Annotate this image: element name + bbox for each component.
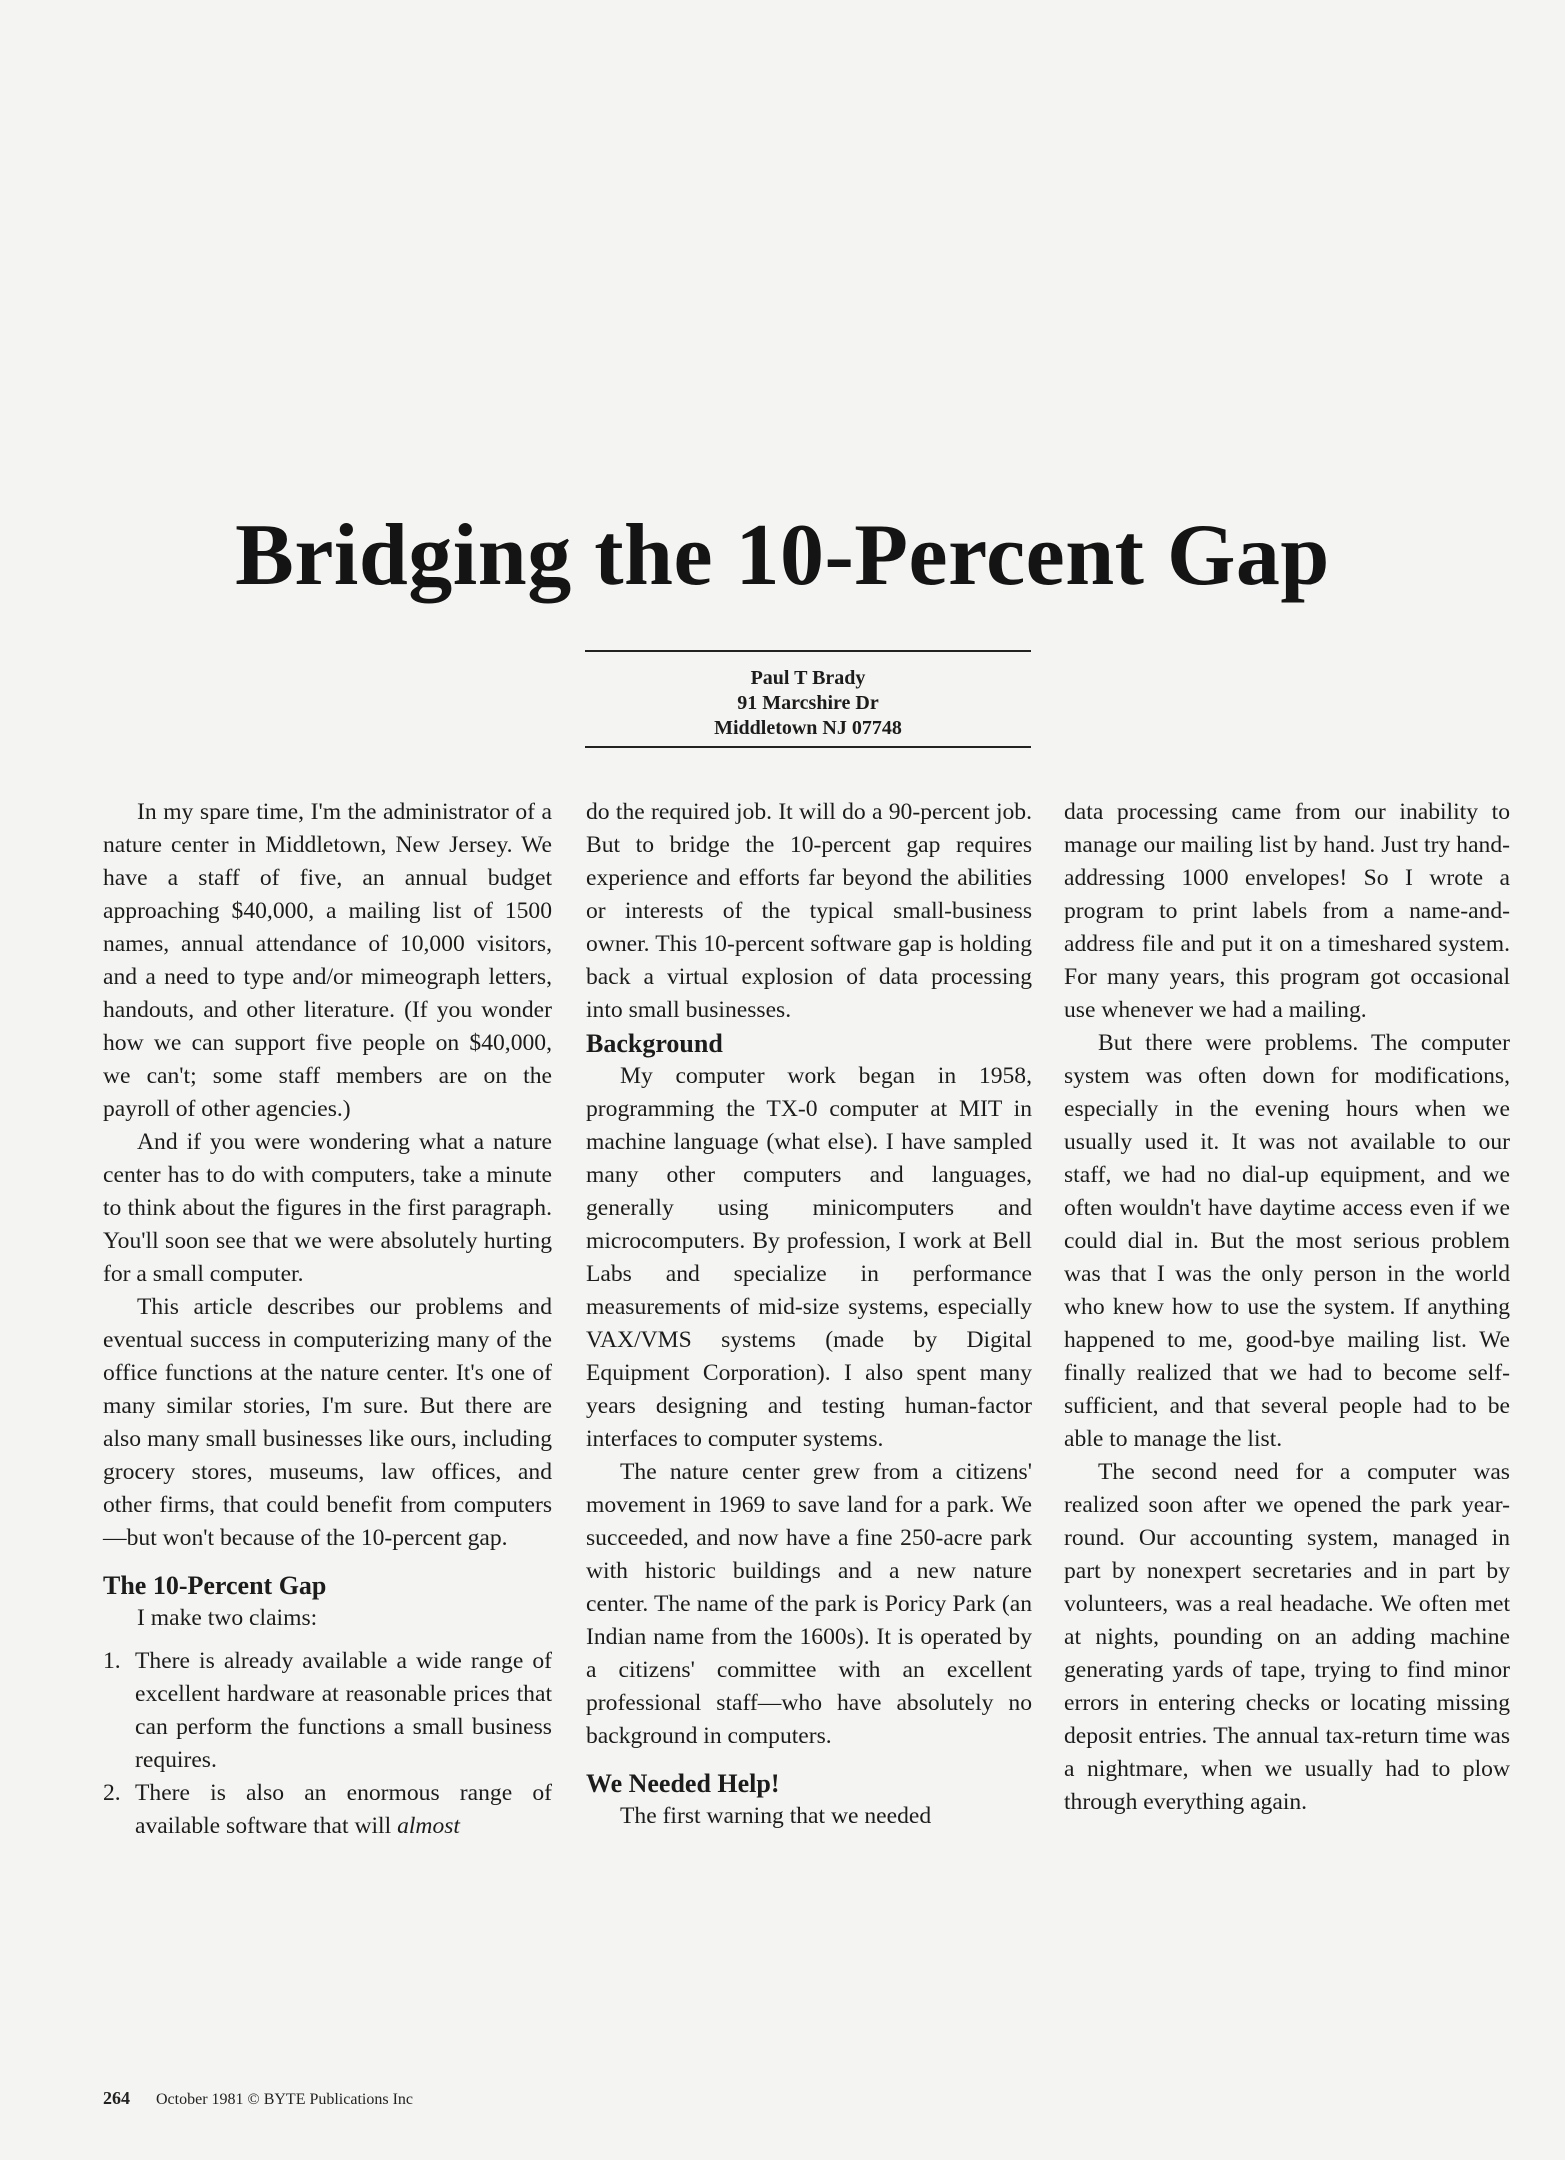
- list-item: [103, 1777, 552, 1843]
- paragraph: In my spare time, I'm the administrator of a nature center in Middletown, New Jersey. We have a staff of five, an annual budget approaching $40,000, a mailing list of 1500 names, annual attendance of 10,000 visitors, and a need to type and/or mimeograph letters, handouts, and other literature. (If you wonder how we can support five people on $40,000, we can't; some staff members are on the payroll of other agencies.): [103, 799, 552, 1122]
- section-heading: The 10-Percent Gap: [103, 1571, 327, 1600]
- paragraph: The first warning that we needed: [620, 1803, 932, 1829]
- section-heading: We Needed Help!: [586, 1769, 780, 1798]
- paragraph: The nature center grew from a citizens' movement in 1969 to save land for a park. We succeeded, and now have a fine 250-acre park with historic buildings and a new nature center. The name of the park is Poricy Park (an Indian name from the 1600s). It is operated by a citizens' committee with an excellent professional staff—who have absolutely no background in computers.: [586, 1459, 1032, 1749]
- list-item: [103, 1645, 552, 1777]
- list-number: 2.: [103, 1780, 121, 1806]
- paragraph: This article describes our problems and eventual success in computerizing many of the office functions at the nature center. It's one of many similar stories, I'm sure. But there are also many small businesses like ours, including grocery stores, museums, law offices, and other firms, that could benefit from computers—but won't because of the 10-percent gap.: [103, 1294, 552, 1551]
- claims-list: [103, 1645, 552, 1843]
- author-city: Middletown NJ 07748: [714, 717, 902, 739]
- paragraph: But there were problems. The computer system was often down for modifications, especially in the evening hours when we usually used it. It was not available to our staff, we had no dial-up equipment, and we often wouldn't have daytime access even if we could dial in. But the most serious problem was that I was the only person in the world who knew how to use the system. If anything happened to me, good-bye mailing list. We finally realized that we had to become self-sufficient, and that several people had to be able to manage the list.: [1064, 1030, 1510, 1452]
- page-footer: [103, 2088, 413, 2109]
- page-number: 264: [103, 2088, 130, 2108]
- list-text: There is also an enormous range of available software that will: [135, 1780, 552, 1839]
- section-heading: Background: [586, 1029, 723, 1058]
- paragraph: I make two claims:: [137, 1605, 318, 1631]
- column-2: [586, 796, 1032, 1833]
- paragraph: The second need for a computer was realized soon after we opened the park year-round. Our accounting system, managed in part by nonexpert secretaries and in part by volunteers, was a real headache. We often met at nights, pounding on an adding machine generating yards of tape, trying to find minor errors in entering checks or locating missing deposit entries. The annual tax-return time was a nightmare, when we usually had to plow through everything again.: [1064, 1459, 1510, 1815]
- author-street: 91 Marcshire Dr: [737, 692, 879, 714]
- author-name: Paul T Brady: [750, 667, 866, 689]
- publication-imprint: October 1981 © BYTE Publications Inc: [156, 2091, 413, 2108]
- list-text: There is already available a wide range of excellent hardware at reasonable prices that can perform the functions a small business requires.: [135, 1648, 552, 1773]
- column-1: [103, 796, 552, 1843]
- article-title: Bridging the 10-Percent Gap: [235, 507, 1330, 604]
- paragraph: do the required job. It will do a 90-percent job. But to bridge the 10-percent gap requires experience and efforts far beyond the abilities or interests of the typical small-business owner. This 10-percent software gap is holding back a virtual explosion of data processing into small businesses.: [586, 799, 1032, 1023]
- author-byline: [585, 650, 1031, 748]
- column-3: [1064, 796, 1510, 1819]
- emphasis-text: almost: [397, 1813, 460, 1839]
- show-through-background: [0, 0, 1565, 520]
- paragraph: My computer work began in 1958, programming the TX-0 computer at MIT in machine language (what else). I have sampled many other computers and languages, generally using minicomputers and microcomputers. By profession, I work at Bell Labs and specialize in performance measurements of mid-size systems, especially VAX/VMS systems (made by Digital Equipment Corporation). I also spent many years designing and testing human-factor interfaces to computer systems.: [586, 1063, 1032, 1452]
- list-number: 1.: [103, 1648, 121, 1674]
- paragraph: And if you were wondering what a nature center has to do with computers, take a minute to think about the figures in the first paragraph. You'll soon see that we were absolutely hurting for a small computer.: [103, 1129, 552, 1287]
- paragraph: data processing came from our inability to manage our mailing list by hand. Just try hand-addressing 1000 envelopes! So I wrote a program to print labels from a name-and-address file and put it on a timeshared system. For many years, this program got occasional use whenever we had a mailing.: [1064, 799, 1510, 1023]
